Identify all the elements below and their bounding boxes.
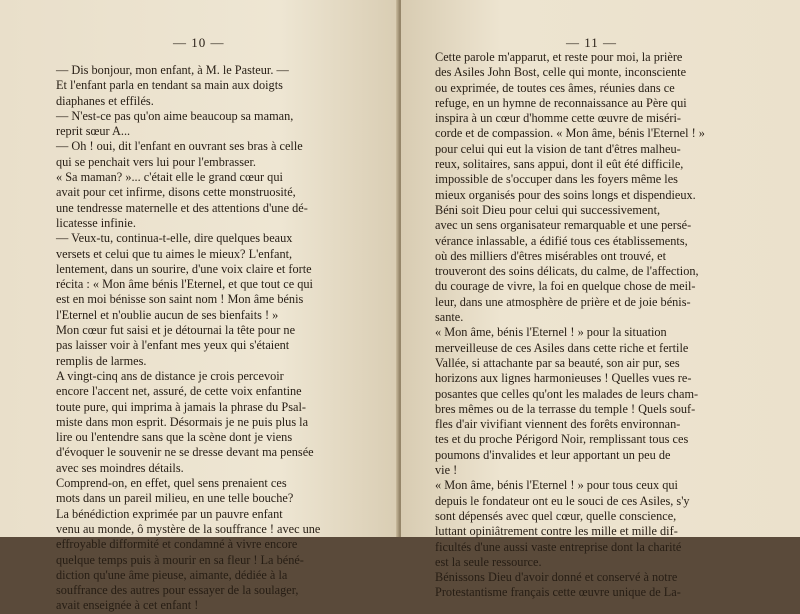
- left-page: [0, 0, 399, 613]
- text-line: ficultés d'une aussi vaste entreprise dont la charité: [435, 539, 682, 554]
- text-line: est la seule ressource.: [435, 554, 542, 569]
- text-line: effroyable difformité et condamné à vivre encore: [56, 537, 298, 552]
- text-line: avec ses moindres détails.: [56, 460, 184, 475]
- text-line: lire ou l'entendre sans que la scène dont je viens: [56, 430, 293, 445]
- text-line: lentement, dans un sourire, d'une voix claire et forte: [56, 261, 312, 276]
- text-line: ou exprimée, de toutes ces âmes, réunies dans ce: [435, 80, 675, 95]
- text-line: impossible de s'occuper dans les foyers même les: [435, 172, 678, 187]
- text-line: Béni soit Dieu pour celui qui successivement,: [435, 202, 661, 217]
- text-line: reprit sœur A...: [56, 124, 131, 139]
- text-line: — Oh ! oui, dit l'enfant en ouvrant ses bras à celle: [56, 139, 303, 154]
- text-line: luttant opiniâtrement contre les mille et mille dif-: [435, 524, 678, 539]
- text-line: « Mon âme, bénis l'Eternel ! » pour tous ceux qui: [435, 478, 678, 493]
- text-line: avec un sens organisateur remarquable et une persé-: [435, 218, 692, 233]
- text-line: Cette parole m'apparut, et reste pour moi, la prière: [435, 50, 683, 64]
- text-line: venu au monde, ô mystère de la souffrance ! avec une: [56, 521, 321, 536]
- text-line: vérance inlassable, a édifié tous ces établissements,: [435, 233, 688, 248]
- text-line: Bénissons Dieu d'avoir donné et conservé à notre: [435, 570, 678, 585]
- text-line: bres mêmes ou de la terrasse du temple ! Quels souf-: [435, 401, 696, 416]
- text-line: toute pure, qui imprima à jamais la phrase du Psal-: [56, 399, 306, 414]
- text-line: vie !: [435, 463, 458, 478]
- text-line: miste dans mon esprit. Désormais je ne puis plus la: [56, 414, 309, 429]
- right-page-text: [435, 50, 747, 601]
- text-line: du courage de vivre, la foi en quelque chose de meil-: [435, 279, 696, 294]
- left-page-text: [56, 63, 356, 614]
- text-line: — Veux-tu, continua-t-elle, dire quelques beaux: [56, 231, 293, 246]
- text-line: trouveront des soins délicats, du calme, de l'affection,: [435, 264, 699, 279]
- text-line: diaphanes et effilés.: [56, 93, 154, 108]
- text-line: tes et du proche Périgord Noir, remplissant tous ces: [435, 432, 689, 447]
- text-line: versets et celui que tu aimes le mieux? L'enfant,: [56, 246, 293, 261]
- text-line: fles d'air vivifiant viennent des forêts environnan-: [435, 417, 681, 432]
- text-line: « Mon âme, bénis l'Eternel ! » pour la situation: [435, 325, 667, 340]
- text-line: d'évoquer le souvenir ne se dresse devant ma pensée: [56, 445, 314, 460]
- text-line: pas laisser voir à l'enfant mes yeux qui s'étaient: [56, 338, 290, 353]
- text-line: récita : « Mon âme bénis l'Eternel, et que tout ce qui: [56, 277, 313, 292]
- text-line: diction qu'une âme pieuse, aimante, dédiée à la: [56, 567, 288, 582]
- text-line: — Dis bonjour, mon enfant, à M. le Pasteur. —: [56, 63, 289, 77]
- text-line: l'Eternel et n'oublie aucun de ses bienfaits ! »: [56, 307, 279, 322]
- text-line: merveilleuse de ces Asiles dans cette riche et fertile: [435, 340, 689, 355]
- right-page: [401, 0, 800, 600]
- text-line: A vingt-cinq ans de distance je crois percevoir: [56, 368, 284, 383]
- text-line: mots dans un pareil milieu, en une telle bouche?: [56, 491, 294, 506]
- text-line: avait pour cet infirme, disons cette monstruosité,: [56, 185, 296, 200]
- text-line: est en moi bénisse son saint nom ! Mon âme bénis: [56, 292, 304, 307]
- text-line: refuge, en un hymne de reconnaissance au Père qui: [435, 95, 687, 110]
- text-line: corde et de compassion. « Mon âme, bénis l'Eternel ! »: [435, 126, 705, 141]
- text-line: qui se penchait vers lui pour l'embrasser.: [56, 154, 256, 169]
- text-line: Mon cœur fut saisi et je détournai la tête pour ne: [56, 323, 296, 338]
- text-line: posantes que celles qu'ont les malades de leurs cham-: [435, 386, 699, 401]
- text-line: « Sa maman? »... c'était elle le grand cœur qui: [56, 170, 283, 185]
- text-line: mieux organisés pour des soins longs et dispendieux.: [435, 187, 696, 202]
- text-line: Vallée, si attachante par sa beauté, son air pur, ses: [435, 355, 680, 370]
- text-line: une tendresse maternelle et des attentions d'une dé-: [56, 200, 308, 215]
- text-line: licatesse infinie.: [56, 215, 136, 230]
- text-line: horizons aux lignes harmonieuses ! Quelles vues re-: [435, 371, 692, 386]
- text-line: Protestantisme français cette œuvre unique de La-: [435, 585, 681, 600]
- text-line: encore l'accent net, assuré, de cette voix enfantine: [56, 384, 302, 399]
- page-number-right: — 11 —: [566, 35, 618, 50]
- text-line: des Asiles John Bost, celle qui monte, inconsciente: [435, 65, 687, 80]
- text-line: reux, solitaires, sans appui, dont il eût été difficile,: [435, 157, 684, 172]
- text-line: La bénédiction exprimée par un pauvre enfant: [56, 506, 283, 521]
- text-line: pour celui qui eut la vision de tant d'êtres malheu-: [435, 141, 681, 156]
- text-line: poumons d'invalides et leur apportant un peu de: [435, 447, 671, 462]
- text-line: remplis de larmes.: [56, 353, 147, 368]
- text-line: quelque temps puis à mourir en sa fleur ! La béné-: [56, 552, 304, 567]
- text-line: inspira à un cœur d'homme cette œuvre de miséri-: [435, 111, 682, 126]
- text-line: depuis le fondateur ont eu le souci de ces Asiles, s'y: [435, 493, 690, 508]
- text-line: sante.: [435, 310, 464, 325]
- text-line: leur, dans une atmosphère de prière et de joie bénis-: [435, 294, 691, 309]
- text-line: avait enseignée à cet enfant !: [56, 598, 199, 613]
- text-line: souffrance des autres pour essayer de la soulager,: [56, 583, 299, 598]
- text-line: — N'est-ce pas qu'on aime beaucoup sa maman,: [56, 108, 294, 123]
- text-line: Et l'enfant parla en tendant sa main aux doigts: [56, 78, 283, 93]
- text-line: sont dépensés avec quel cœur, quelle conscience,: [435, 508, 677, 523]
- text-line: Comprend-on, en effet, quel sens prenaient ces: [56, 476, 287, 491]
- text-line: où des milliers d'êtres misérables ont trouvé, et: [435, 248, 667, 263]
- page-number-left: — 10 —: [173, 35, 225, 50]
